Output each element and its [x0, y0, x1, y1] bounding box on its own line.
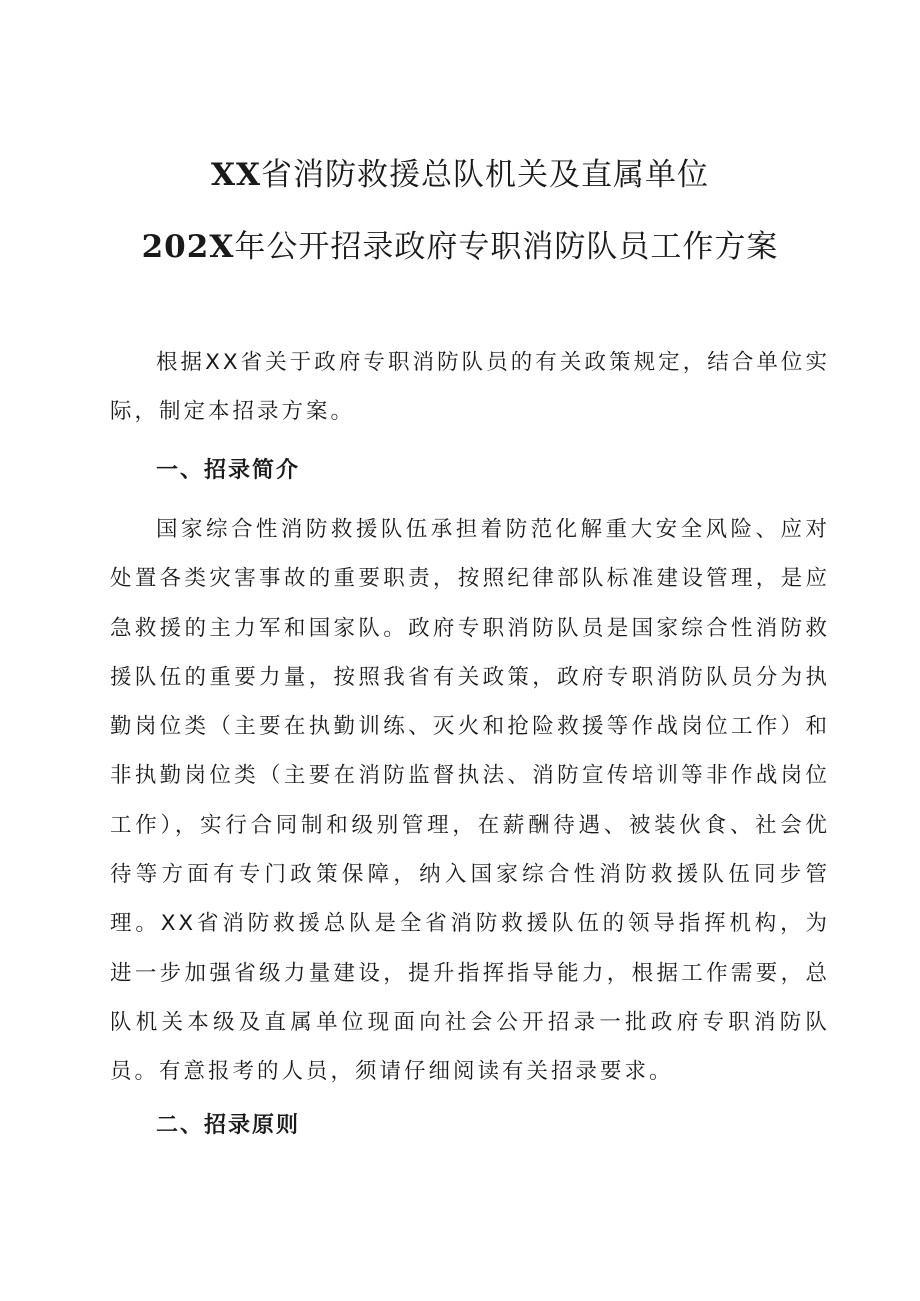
- intro-paragraph: 根据XX省关于政府专职消防队员的有关政策规定，结合单位实际，制定本招录方案。: [110, 350, 830, 425]
- document-title-line-2: [0, 227, 920, 267]
- section-paragraph-overview: 国家综合性消防救援队伍承担着防范化解重大安全风险、应对处置各类灾害事故的重要职责，按照纪律部队标准建设管理，是应急救援的主力军和国家队。政府专职消防队员是国家综合性消防救援队伍的重要力量，按照我省有关政策，政府专职消防队员分为执勤岗位类（主要在执勤训练、灭火和抢险救援等作战岗位工作）和非执勤岗位类（主要在消防监督执法、消防宣传培训等非作战岗位工作），实行合同制和级别管理，在薪酬待遇、被装伙食、社会优待等方面有专门政策保障，纳入国家综合性消防救援队伍同步管理。XX省消防救援总队是全省消防救援队伍的领导指挥机构，为进一步加强省级力量建设，提升指挥指导能力，根据工作需要，总队机关本级及直属单位现面向社会公开招录一批政府专职消防队员。有意报考的人员，须请仔细阅读有关招录要求。: [110, 517, 830, 1085]
- title-line-1-text: 省消防救援总队机关及直属单位: [261, 157, 710, 193]
- title-line-1-prefix: XX: [210, 157, 262, 193]
- title-line-2-text: 年公开招录政府专职消防队员工作方案: [234, 229, 779, 265]
- section-heading-overview: 一、招录简介: [156, 458, 301, 483]
- section-heading-principles: 二、招录原则: [156, 1113, 301, 1138]
- title-line-2-prefix: 202X: [141, 229, 235, 265]
- document-title-line-1: [0, 155, 920, 195]
